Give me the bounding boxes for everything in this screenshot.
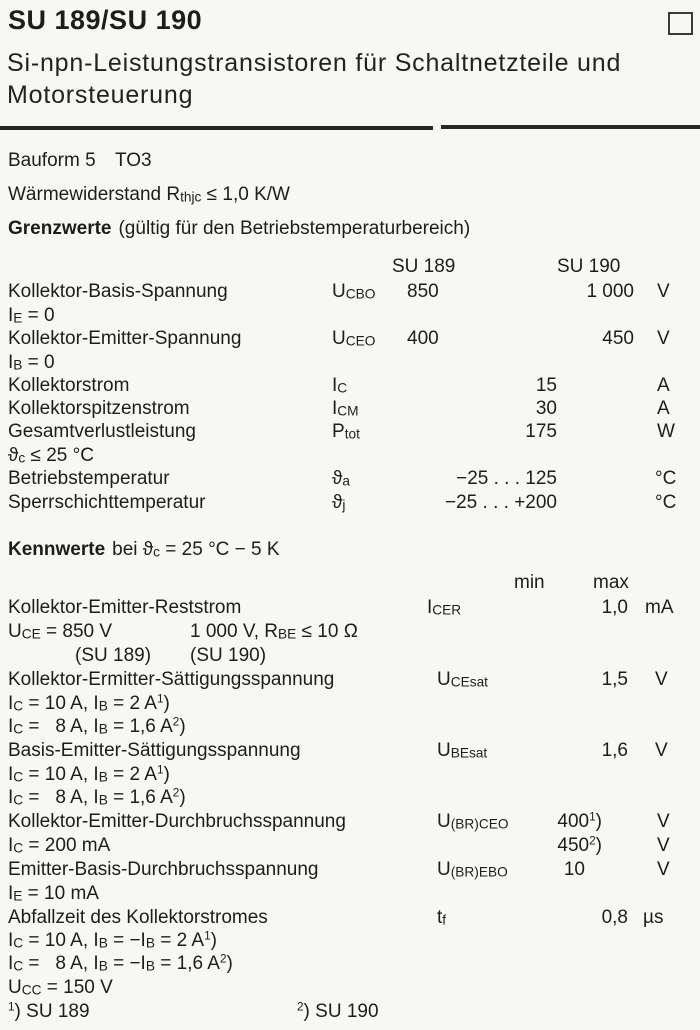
condition-text: $ϑ_c \le 25$ °C (8, 445, 94, 466)
footnote-1: $^1$) SU 189 (8, 1000, 90, 1022)
row-label: Gesamtverlustleistung (8, 421, 196, 442)
row-unit: W (657, 421, 675, 442)
row-symbol: $U_{BEsat}$ (437, 740, 488, 761)
row-condition (0, 351, 700, 375)
row-condition (0, 444, 700, 468)
row-symbol: $U_{CEO}$ (332, 328, 376, 349)
footnotes (0, 1000, 700, 1024)
row-label: Kollektor-Emitter-Durchbruchsspannung (8, 811, 346, 832)
row-condition (0, 715, 700, 739)
row-label: Kollektor-Emitter-Reststrom (8, 597, 242, 618)
row-label: Kollektorspitzenstrom (8, 398, 190, 419)
condition-text: $I_C = 10$ A, $I_B = 2$ $A^1$) (8, 763, 170, 785)
row-value: 15 (535, 375, 557, 396)
row-unit: µs (643, 907, 664, 928)
condition-text: $I_C = 8$ A, $I_B = -I_B = 1,6$ $A^2$) (8, 952, 233, 974)
footnote-2: $^2$) SU 190 (297, 1000, 379, 1022)
row-unit: V (655, 669, 668, 690)
table-row (0, 906, 700, 930)
row-symbol: $t_f$ (437, 907, 447, 928)
row-label: Sperrschichttemperatur (8, 492, 206, 513)
row-unit: V (657, 859, 670, 880)
kennwerte-title: Kennwerte (8, 539, 106, 560)
column-header-su189: SU 189 (392, 256, 456, 277)
row-symbol: $I_C$ (332, 375, 348, 396)
value-su190: 1 000 (586, 281, 634, 302)
value-max: 1,0 (601, 597, 628, 618)
thermal-line (0, 183, 700, 207)
row-unit: °C (655, 492, 677, 513)
column-header-min: min (514, 572, 545, 593)
row-label: Kollektor-Basis-Spannung (8, 281, 228, 302)
row-label: Kollektor-Emitter-Spannung (8, 328, 242, 349)
row-condition (0, 692, 700, 716)
row-symbol: $U_{CEsat}$ (437, 669, 488, 690)
column-header-su190: SU 190 (557, 256, 621, 277)
row-unit: V (657, 281, 670, 302)
table-row (0, 420, 700, 444)
table-row (0, 596, 700, 620)
divider-left (0, 126, 433, 130)
row-condition (0, 786, 700, 810)
divider-right (441, 125, 700, 129)
value-min: 10 (563, 859, 585, 880)
row-symbol: $U_{(BR)EBO}$ (437, 859, 508, 880)
row-symbol: $P_{tot}$ (332, 421, 360, 442)
row-symbol: $U_{CBO}$ (332, 281, 376, 302)
table-row (0, 397, 700, 421)
condition-text: $I_C = 8$ A, $I_B = 1,6$ $A^2$) (8, 786, 186, 808)
condition-text: $I_C = 10$ A, $I_B = -I_B = 2$ $A^1$) (8, 929, 217, 951)
row-unit: V (657, 835, 670, 856)
table-row (0, 810, 700, 834)
row-unit: mA (645, 597, 674, 618)
value-min: $450^2$) (557, 834, 602, 856)
row-label: Abfallzeit des Kollektorstromes (8, 907, 268, 928)
grenzwerte-column-headers (0, 255, 700, 279)
table-row (0, 739, 700, 763)
table-row (0, 327, 700, 351)
value-max: 1,5 (601, 669, 628, 690)
row-condition (0, 644, 700, 668)
kennwerte-column-headers (0, 571, 700, 595)
row-symbol: $I_{CM}$ (332, 398, 359, 419)
row-condition (0, 882, 700, 906)
value-su189: 400 (407, 328, 439, 349)
page-subtitle-line1: Si-npn-Leistungstransistoren für Schaltnetzteile und (7, 49, 622, 77)
row-label: Kollektorstrom (8, 375, 130, 396)
table-row (0, 834, 700, 858)
condition-text: (SU 189) (75, 645, 152, 666)
bauform-label: Bauform 5 (8, 150, 96, 171)
row-symbol: $I_{CER}$ (427, 597, 462, 618)
kennwerte-note: bei $ϑ_c = 25$ °C − 5 K (112, 539, 280, 560)
row-symbol: $U_{(BR)CEO}$ (437, 811, 509, 832)
value-su190: 450 (602, 328, 634, 349)
kennwerte-heading (0, 538, 700, 562)
page-title: SU 189/SU 190 (8, 5, 203, 35)
row-value: −25 . . . 125 (456, 468, 557, 489)
value-max: 0,8 (601, 907, 628, 928)
bauform-value: TO3 (115, 150, 152, 171)
condition-text: $I_E = 0$ (8, 305, 55, 326)
page-subtitle-line2: Motorsteuerung (7, 81, 194, 109)
row-unit: V (655, 740, 668, 761)
condition-text: $U_{CE} = 850$ V (8, 621, 113, 642)
grenzwerte-title: Grenzwerte (8, 218, 112, 239)
table-row (0, 668, 700, 692)
row-label: Emitter-Basis-Durchbruchsspannung (8, 859, 319, 880)
row-condition (0, 620, 700, 644)
row-unit: A (657, 375, 670, 396)
table-row (0, 467, 700, 491)
table-row (0, 491, 700, 515)
row-value: 30 (535, 398, 557, 419)
row-condition (0, 304, 700, 328)
row-condition (0, 763, 700, 787)
condition-text: $I_C = 200$ mA (8, 835, 111, 856)
row-value: −25 . . . +200 (445, 492, 557, 513)
value-su189: 850 (407, 281, 439, 302)
row-unit: V (657, 811, 670, 832)
corner-checkbox-icon (668, 12, 693, 35)
grenzwerte-heading (0, 217, 700, 241)
value-min: $400^1$) (557, 810, 602, 832)
grenzwerte-note: (gültig für den Betriebstemperaturbereich) (118, 218, 471, 239)
row-unit: °C (655, 468, 677, 489)
condition-text: $I_C = 8$ A, $I_B = 1,6$ $A^2$) (8, 715, 186, 737)
condition-text: $I_E = 10$ mA (8, 883, 99, 904)
condition-text: 1 000 V, $R_{BE} \le 10$ Ω (190, 621, 358, 642)
bauform-line (0, 149, 700, 173)
column-header-max: max (593, 572, 629, 593)
condition-text: $I_C = 10$ A, $I_B = 2$ $A^1$) (8, 692, 170, 714)
row-condition (0, 929, 700, 953)
table-row (0, 858, 700, 882)
row-condition (0, 976, 700, 1000)
table-row (0, 280, 700, 304)
row-unit: A (657, 398, 670, 419)
value-max: 1,6 (601, 740, 628, 761)
row-label: Betriebstemperatur (8, 468, 170, 489)
condition-text: (SU 190) (190, 645, 267, 666)
row-label: Kollektor-Ermitter-Sättigungsspannung (8, 669, 335, 690)
row-label: Basis-Emitter-Sättigungsspannung (8, 740, 301, 761)
row-symbol: $ϑ_j$ (332, 492, 346, 513)
row-value: 175 (525, 421, 557, 442)
condition-text: $U_{CC} = 150$ V (8, 977, 113, 998)
thermal-resistance: Wärmewiderstand $R_{thjc} \le 1,0$ K/W (8, 184, 290, 205)
row-condition (0, 952, 700, 976)
condition-text: $I_B = 0$ (8, 352, 55, 373)
row-symbol: $ϑ_a$ (332, 468, 350, 489)
row-unit: V (657, 328, 670, 349)
table-row (0, 374, 700, 398)
